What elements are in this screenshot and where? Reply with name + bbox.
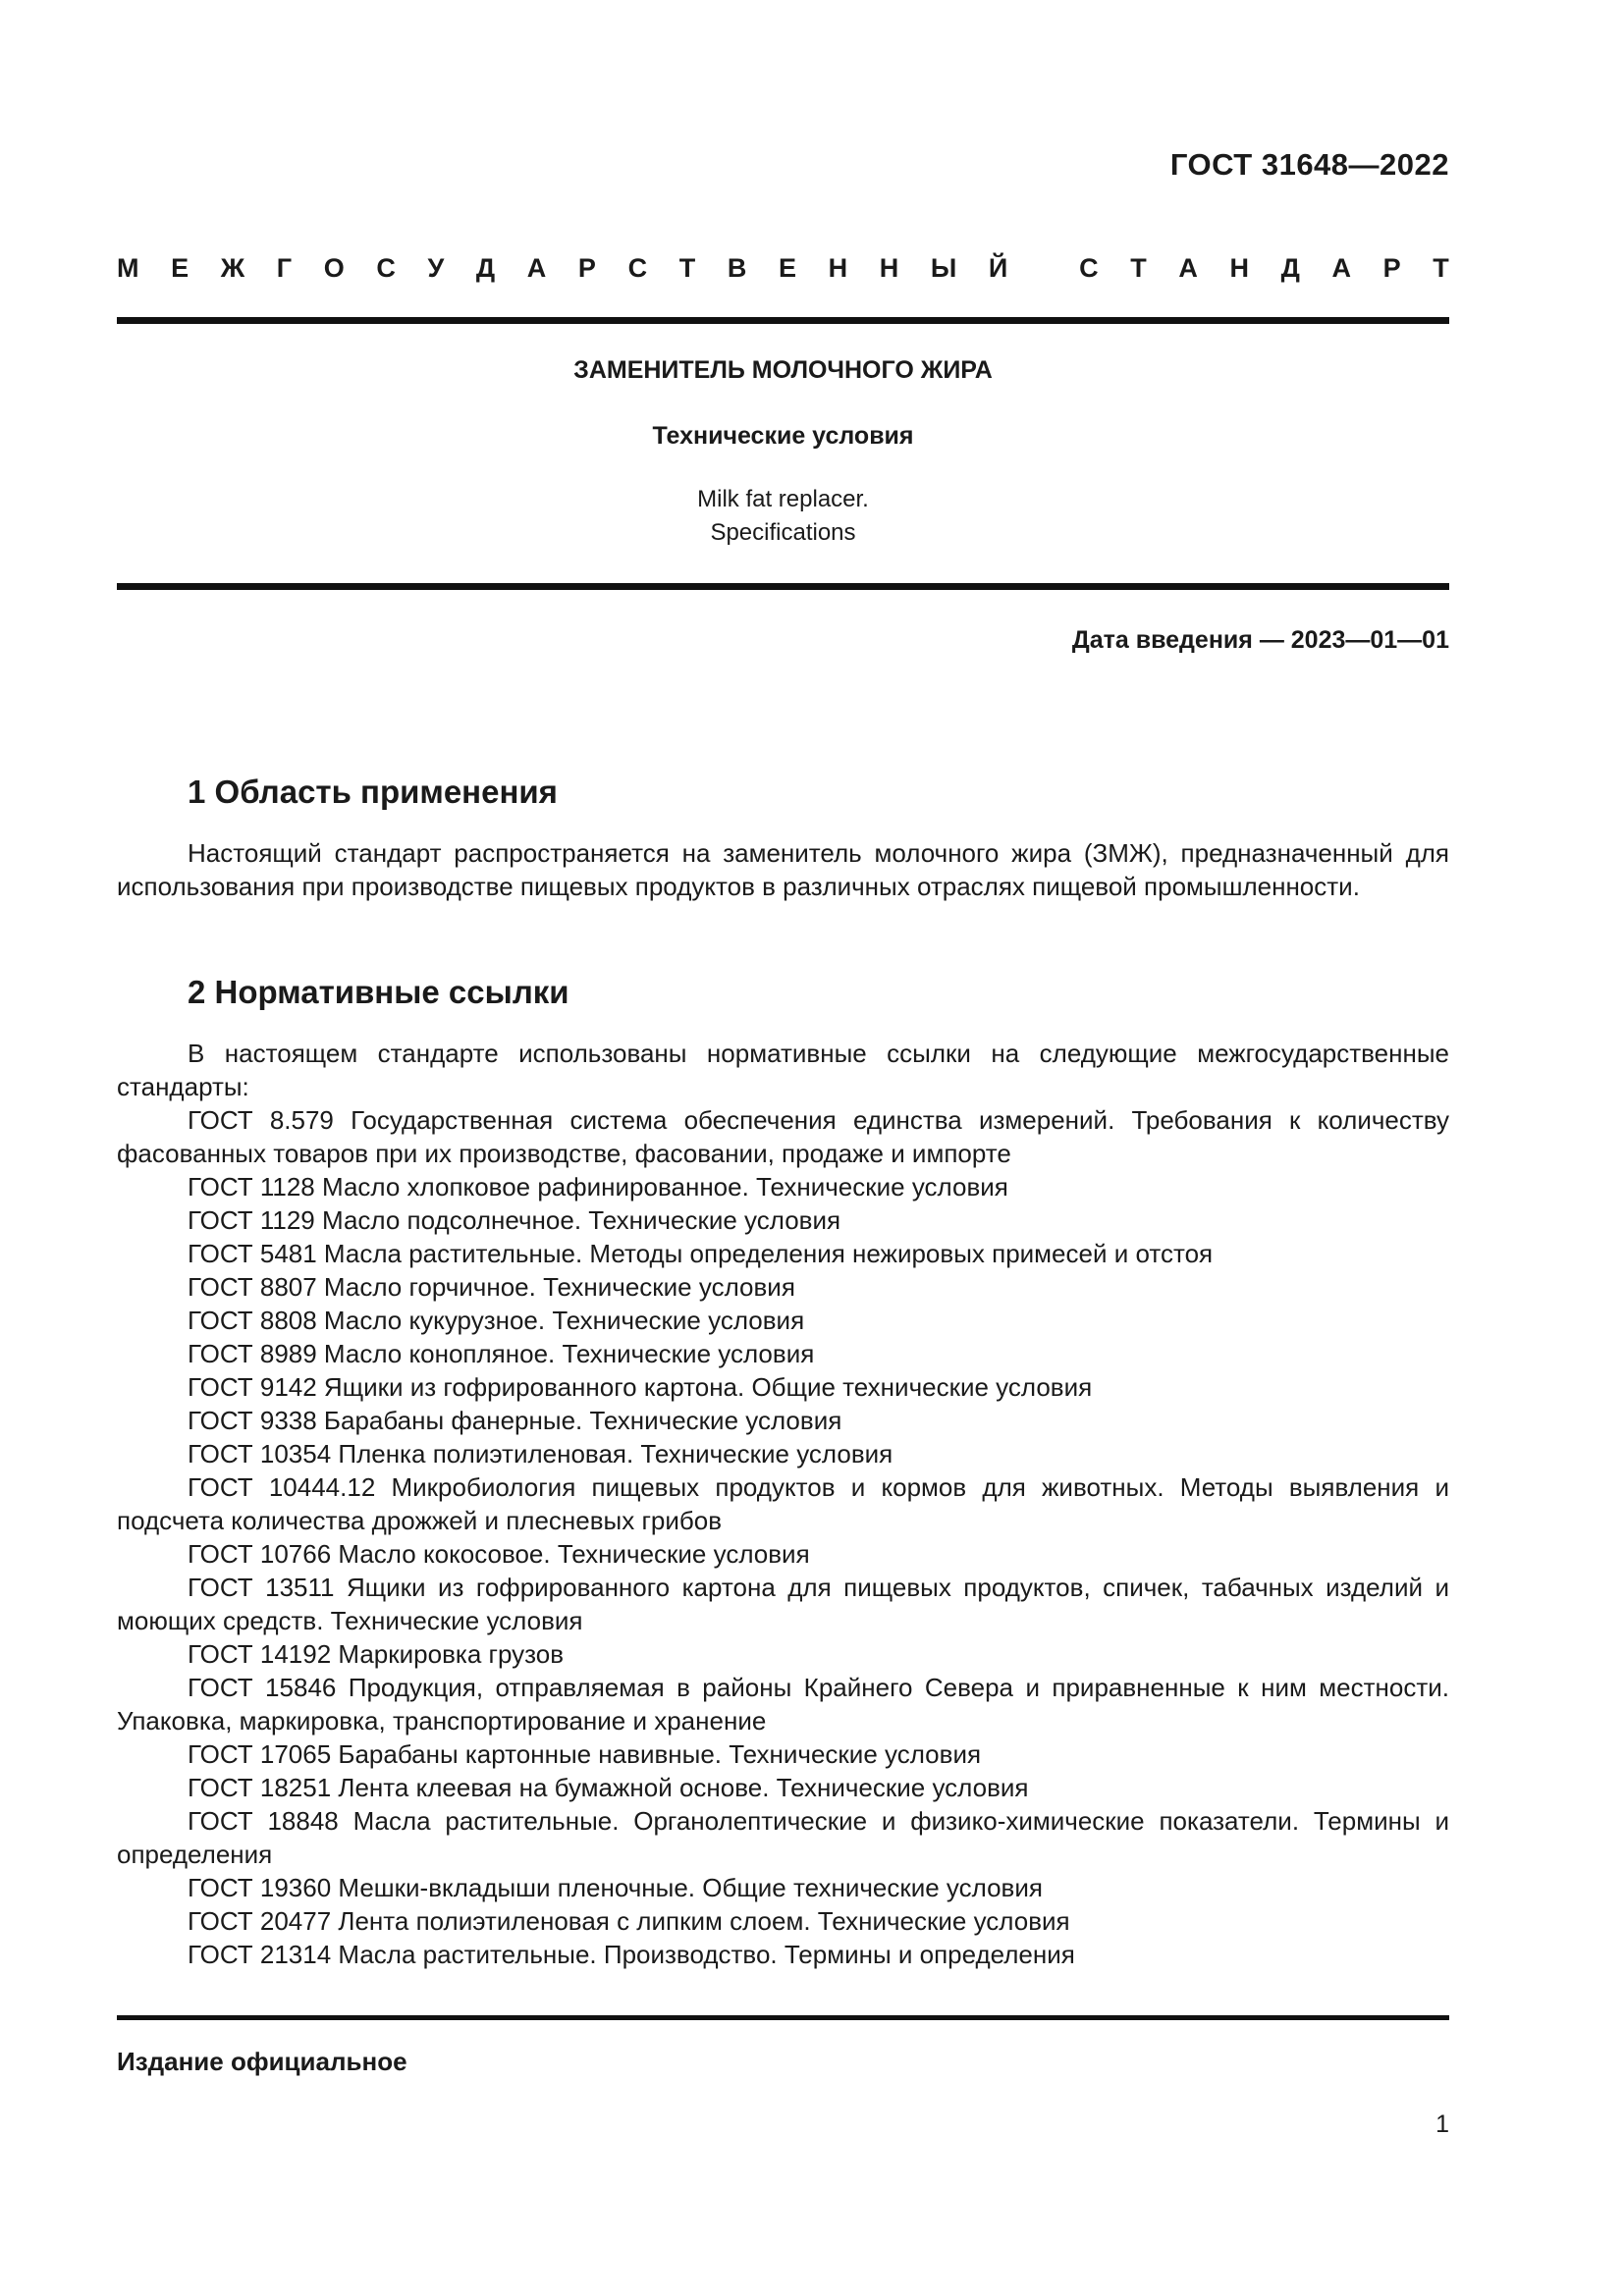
introduction-date: Дата введения — 2023—01—01 bbox=[1071, 626, 1449, 654]
banner-letter: А bbox=[526, 253, 547, 283]
banner-letter: Т bbox=[1433, 253, 1449, 283]
page-number: 1 bbox=[1435, 2110, 1449, 2138]
banner-letter: Й bbox=[988, 253, 1008, 283]
reference-item: ГОСТ 13511 Ящики из гофрированного картона для пищевых продуктов, спичек, табачных изделий и моющих средств. Технические условия bbox=[117, 1573, 1449, 1635]
reference-item: ГОСТ 8807 Масло горчичное. Технические условия bbox=[188, 1272, 795, 1302]
reference-item: ГОСТ 17065 Барабаны картонные навивные. Технические условия bbox=[188, 1739, 982, 1769]
banner-letter bbox=[1040, 253, 1048, 284]
official-edition-label: Издание официальное bbox=[117, 2047, 407, 2076]
banner-letter: Т bbox=[678, 253, 696, 283]
english-title bbox=[117, 483, 1449, 550]
banner-letter: Д bbox=[1280, 253, 1300, 283]
banner-letter: Ы bbox=[930, 253, 957, 283]
reference-item: ГОСТ 21314 Масла растительные. Производство. Термины и определения bbox=[188, 1940, 1075, 1969]
banner-letter: Т bbox=[1130, 253, 1147, 283]
banner-letter: С bbox=[1079, 253, 1099, 283]
banner-letter: С bbox=[376, 253, 396, 283]
reference-item: ГОСТ 19360 Мешки-вкладыши пленочные. Общие технические условия bbox=[188, 1873, 1043, 1902]
banner-letter: Г bbox=[276, 253, 293, 283]
banner-letter: А bbox=[1178, 253, 1198, 283]
banner-letter: Д bbox=[475, 253, 496, 283]
reference-item: ГОСТ 1128 Масло хлопковое рафинированное. Технические условия bbox=[188, 1172, 1008, 1201]
banner-letter: С bbox=[627, 253, 648, 283]
reference-item: ГОСТ 9142 Ящики из гофрированного картона. Общие технические условия bbox=[188, 1372, 1093, 1402]
reference-item: ГОСТ 8.579 Государственная система обеспечения единства измерений. Требования к количеству фасованных товаров при их производстве, фасовании, продаже и импорте bbox=[117, 1105, 1449, 1168]
section-2-intro: В настоящем стандарте использованы нормативные ссылки на следующие межгосударственные стандарты: bbox=[117, 1039, 1449, 1101]
reference-item: ГОСТ 10766 Масло кокосовое. Технические условия bbox=[188, 1539, 810, 1569]
standard-type-banner bbox=[117, 253, 1449, 284]
document-code: ГОСТ 31648—2022 bbox=[1169, 147, 1449, 182]
banner-letter: У bbox=[427, 253, 445, 283]
banner-letter: Н bbox=[879, 253, 899, 283]
english-title-line-2: Specifications bbox=[710, 519, 856, 546]
reference-item: ГОСТ 8989 Масло конопляное. Технические условия bbox=[188, 1339, 815, 1368]
banner-letter: Е bbox=[778, 253, 796, 283]
banner-letter: Р bbox=[1382, 253, 1401, 283]
reference-item: ГОСТ 5481 Масла растительные. Методы определения нежировых примесей и отстоя bbox=[188, 1239, 1214, 1268]
banner-letter: М bbox=[117, 253, 139, 283]
banner-letter: Ж bbox=[220, 253, 245, 283]
document-title: ЗАМЕНИТЕЛЬ МОЛОЧНОГО ЖИРА bbox=[573, 356, 993, 384]
banner-letter: Е bbox=[171, 253, 189, 283]
banner-letter: А bbox=[1331, 253, 1351, 283]
reference-item: ГОСТ 8808 Масло кукурузное. Технические условия bbox=[188, 1306, 805, 1335]
banner-letter: Н bbox=[828, 253, 848, 283]
banner-letter: Н bbox=[1229, 253, 1249, 283]
reference-item: ГОСТ 18251 Лента клеевая на бумажной основе. Технические условия bbox=[188, 1773, 1029, 1802]
reference-item: ГОСТ 18848 Масла растительные. Органолептические и физико-химические показатели. Термины и определения bbox=[117, 1806, 1449, 1869]
banner-letter: В bbox=[727, 253, 747, 283]
reference-item: ГОСТ 10444.12 Микробиология пищевых продуктов и кормов для животных. Методы выявления и подсчета количества дрожжей и плесневых грибов bbox=[117, 1472, 1449, 1535]
reference-item: ГОСТ 15846 Продукция, отправляемая в районы Крайнего Севера и приравненные к ним местности. Упаковка, маркировка, транспортирование и хранение bbox=[117, 1673, 1449, 1735]
normative-references bbox=[117, 1037, 1449, 1971]
english-title-line-1: Milk fat replacer. bbox=[697, 486, 869, 512]
reference-item: ГОСТ 20477 Лента полиэтиленовая с липким слоем. Технические условия bbox=[188, 1906, 1070, 1936]
section-2-heading: 2 Нормативные ссылки bbox=[188, 974, 569, 1010]
reference-item: ГОСТ 10354 Пленка полиэтиленовая. Технические условия bbox=[188, 1439, 893, 1468]
banner-letter: О bbox=[323, 253, 345, 283]
top-rule bbox=[117, 317, 1449, 324]
reference-item: ГОСТ 14192 Маркировка грузов bbox=[188, 1639, 565, 1669]
banner-letter: Р bbox=[577, 253, 596, 283]
section-1-paragraph: Настоящий стандарт распространяется на заменитель молочного жира (ЗМЖ), предназначенный для использования при производстве пищевых продуктов в различных отраслях пищевой промышленности. bbox=[117, 838, 1449, 901]
section-1-text bbox=[117, 836, 1449, 903]
document-subtitle: Технические условия bbox=[652, 422, 914, 450]
footer-rule bbox=[117, 2015, 1449, 2020]
reference-item: ГОСТ 9338 Барабаны фанерные. Технические условия bbox=[188, 1406, 842, 1435]
section-1-heading: 1 Область применения bbox=[188, 774, 558, 810]
reference-item: ГОСТ 1129 Масло подсолнечное. Технические условия bbox=[188, 1205, 841, 1235]
title-bottom-rule bbox=[117, 583, 1449, 590]
